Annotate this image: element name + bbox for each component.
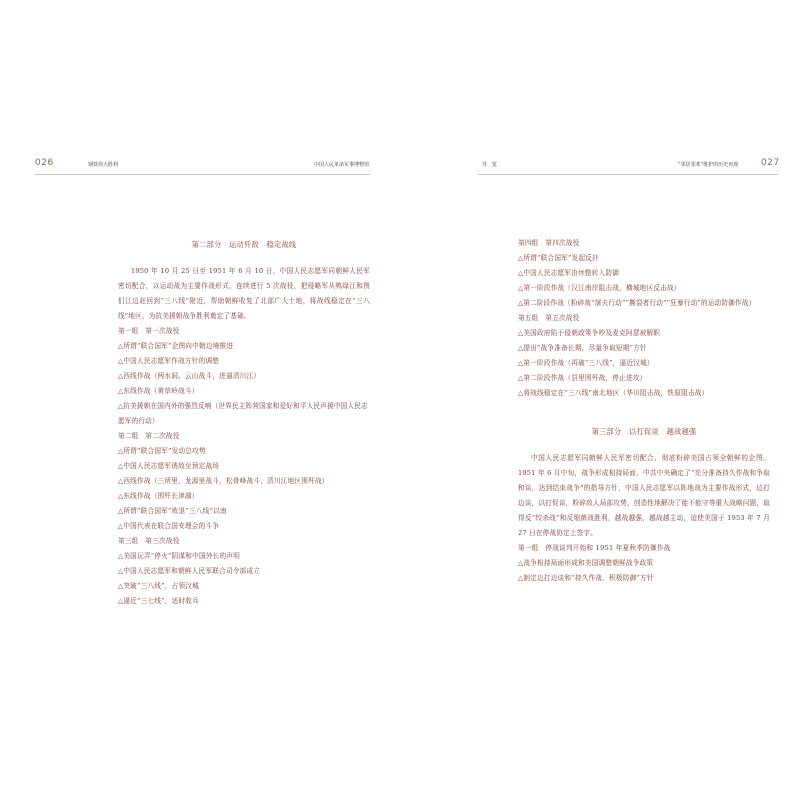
left-header-book-title: 钢铁伟大胜利 (88, 162, 119, 168)
left-header-chapter-title: 中国人民革命军事博物馆 (314, 162, 370, 168)
outline-line: △所谓“联合国军”发动总攻势 (118, 447, 206, 455)
outline-line: △第一阶段作战（再破“三八线”，逼近汉城） (518, 359, 654, 367)
left-section-title: 第二部分 运动歼敌 稳定战线 (191, 240, 297, 249)
outline-line: 第五组 第五次战役 (518, 314, 580, 322)
right-page-body (518, 236, 770, 586)
outline-line: △美国玩弄“停火”阴谋和中国外长的声明 (118, 552, 241, 560)
right-intro-paragraph: 中国人民志愿军同朝鲜人民军密切配合，彻底粉碎美国占领全朝鲜的企图。1951 年 6 月中旬，战争形成相持局面，中共中央确定了“充分准备持久作战和争取和谈，达到结束战争”的指导方针，中国人民志愿军以阵地战为主要作战形式，边打边谈，以打促谈，粉碎敌人局部攻势，创造性地解决了能不能守等重大战略问题，取得反“绞杀战”和反细菌战胜利，越战越强，越战越主动，迫使美国于 1953 年 7 月 27 日在停战协定上签字。 (518, 454, 770, 537)
outline-line: △制定边打边谈和“持久作战、积极防御”方针 (518, 574, 654, 582)
right-page-number: 027 (761, 158, 780, 168)
outline-line: △中国代表在联合国安理会的斗争 (118, 522, 220, 530)
outline-line: △战争相持局面形成和美国调整朝鲜战争政策 (518, 559, 654, 567)
outline-line: △所谓“联合国军”发起反扑 (518, 254, 599, 262)
left-intro-paragraph: 1950 年 10 月 25 日至 1951 年 6 月 10 日，中国人民志愿军同朝鲜人民军密切配合，以运动战为主要作战形式，连续进行 5 次战役，把侵略军从鸭绿江和图们江边赶回到“三八线”附近，帮助朝鲜收复了北部广大土地，将战线稳定在“三八线”地区，为抗美援朝战争胜利奠定了基础。 (118, 267, 370, 320)
outline-line: 第二组 第二次战役 (118, 432, 180, 440)
outline-line: △抗美援朝在国内外的强烈反响（世界民主阵营国家和爱好和平人民声援中国人民志愿军的行动） (118, 402, 368, 425)
outline-line: 第三组 第三次战役 (118, 537, 180, 545)
right-header-section-title: “邻居邻邦”维护的历史再现 (678, 162, 739, 168)
outline-line: △西线作战（两水洞、云山战斗，进逼清川江） (118, 372, 261, 380)
right-header-chapter-title: 导 览 (482, 162, 498, 168)
right-outline-list-b (518, 541, 770, 586)
outline-line: △美国政府陷于侵朝政策争吵及麦克阿瑟被解职 (518, 329, 661, 337)
outline-line: △东线作战（黄草岭战斗） (118, 387, 199, 395)
left-page-number: 026 (35, 158, 54, 168)
outline-line: △中国人民志愿军诱敌至预定战场 (118, 462, 220, 470)
outline-line: △突破“三八线”，占领汉城 (118, 582, 199, 590)
left-header-rule (35, 174, 370, 175)
outline-line: △中国人民志愿军作战方针的调整 (118, 357, 220, 365)
outline-line: 第一组 第一次战役 (118, 327, 180, 335)
outline-line: △将战线稳定在“三八线”南北地区（华川阻击战，铁原阻击战） (518, 389, 709, 397)
outline-line: △提出“战争准备长期，尽量争取短期”方针 (518, 344, 647, 352)
outline-line: △东线作战（围歼长津湖） (118, 492, 199, 500)
right-outline-list-a (518, 236, 770, 401)
outline-line: △所谓“联合国军”败退“三八线”以南 (118, 507, 227, 515)
outline-line: △西线作战（三所里、龙源里战斗，松骨峰战斗，清川江地区围歼战） (118, 477, 329, 485)
outline-line: 第四组 第四次战役 (518, 239, 580, 247)
outline-line: △中国人民志愿军和朝鲜人民军联合司令部成立 (118, 567, 261, 575)
outline-line: 第一组 停战谈判开始和 1951 年夏秋季防御作战 (518, 544, 671, 552)
right-page (400, 0, 800, 800)
outline-line: △中国人民志愿军由休整转入防御 (518, 269, 620, 277)
left-outline-list (118, 324, 370, 609)
outline-line: △所谓“联合国军”企图向中朝边境推进 (118, 342, 234, 350)
outline-line: △逼近“三七线”，适时收兵 (118, 597, 199, 605)
outline-line: △第二阶段作战（粉碎敌“屠夫行动”“撕裂者行动”“狂暴行动”的运动防御作战） (518, 299, 756, 307)
right-header-rule (478, 174, 778, 175)
outline-line: △第一阶段作战（汉江南岸阻击战，横城地区反击战） (518, 284, 681, 292)
outline-line: △第二阶段作战（县里围歼战，停止进攻） (518, 374, 647, 382)
left-page-body (118, 236, 370, 609)
right-section-title: 第三部分 以打促谈 越战越强 (591, 427, 697, 436)
